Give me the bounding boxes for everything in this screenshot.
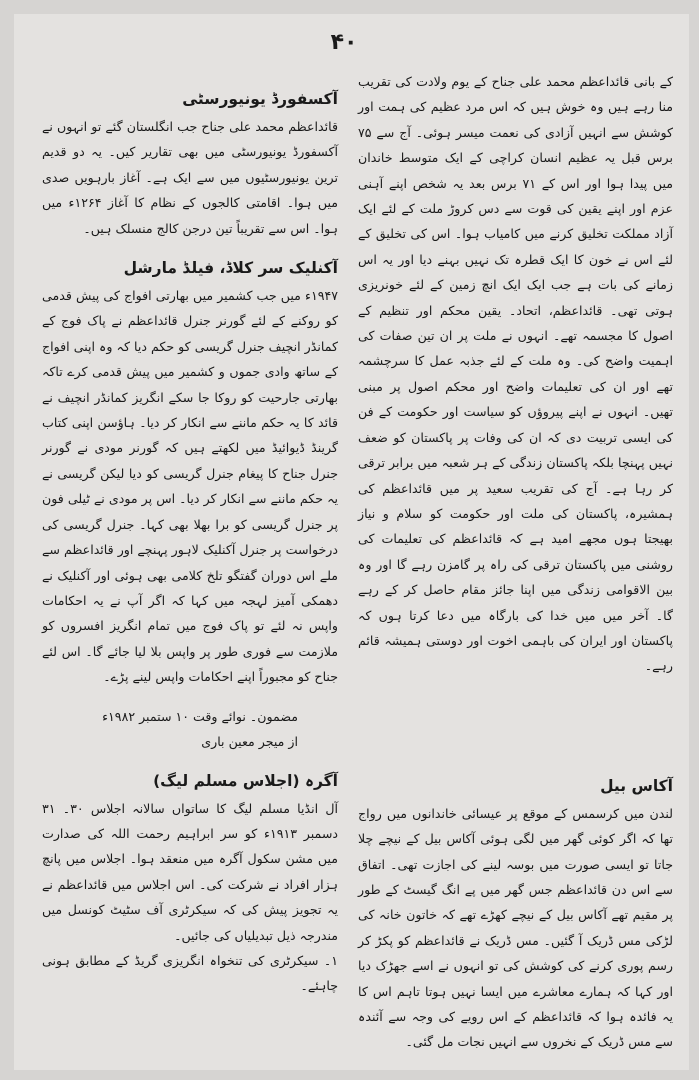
section-heading-oxford: آکسفورڈ یونیورسٹی xyxy=(182,90,338,108)
right-column xyxy=(358,69,673,1055)
credit-source: مضمون۔ نوائے وقت ۱۰ ستمبر ۱۹۸۲ء xyxy=(102,708,298,724)
section-text-akas-bel: لندن میں کرسمس کے موقع پر عیسائی خاندانوں میں رواج تھا کہ اگر کوئی گھر میں لگی ہوئی آکاس بیل کے نیچے چلا جاتا تو ایسی صورت میں بوسہ لینے کی اجازت تھی۔ اتفاق سے اس دن قائداعظم جس گھر میں پے انگ گیسٹ کے طور پر مقیم تھے آکاس بیل کے نیچے کھڑے تھے کہ خاتون خانہ کی لڑکی مس ڈریک آ گئیں۔ مس ڈریک نے قائداعظم کو پکڑ کر رسم پوری کرنے کی کوشش کی تو انہوں نے اسے جھڑک دیا اور کہا کہ ہمارے معاشرے میں ایسا نہیں ہوتا تاہم اس کا یہ فائدہ ہوا کہ قائداعظم کے اس رویے کی وجہ سے آئندہ سے مس ڈریک کے نخروں سے انہیں نجات مل گئی۔ xyxy=(358,805,673,1050)
credit-author: از میجر معین باری xyxy=(201,733,298,749)
left-column xyxy=(42,84,338,999)
section-text-auchinleck: ۱۹۴۷ء میں جب کشمیر میں بھارتی افواج کی پیش قدمی کو روکنے کے لئے گورنر جنرل قائداعظم نے پاک فوج کے کمانڈر انچیف جنرل گریسی کو حکم دیا کہ وہ اپنی افواج کے ساتھ وادی جموں و کشمیر میں پیش قدمی کرے تاکہ بھارتی جارحیت کو روکا جا سکے انگریز کمانڈر انچیف نے قائد کا یہ حکم ماننے سے انکار کر دیا۔ ہاؤسن اپنی کتاب گرینڈ ڈیوائیڈ میں لکھتے ہیں کہ گورنر مودی نے گورنر جنرل جناح کا پیغام جنرل گریسی کو دیا لیکن گریسی نے یہ حکم ماننے سے انکار کر دیا۔ اس پر مودی نے ٹیلی فون پر جنرل گریسی کو برا بھلا بھی کہا۔ جنرل گریسی کی درخواست پر جنرل آکنلیک لاہور پہنچے اور قائداعظم سے ملے اس دوران گفتگو تلخ کلامی بھی ہوئی اور آکنلیک نے دھمکی آمیز لہجہ میں کہا کہ اگر آپ نے یہ احکامات واپس نہ لئے تو پاک فوج میں تمام انگریز افسروں کو ملازمت سے فوری طور پر واپس بلا لیا جائے گا۔ اس لئے جناح کو مجبوراً اپنے احکامات واپس لینے پڑے۔ xyxy=(42,288,338,685)
article-credit xyxy=(42,704,298,754)
document-page xyxy=(14,14,689,1070)
list-item: ۱۔ سیکرٹری کی تنخواہ انگریزی گریڈ کے مطابق ہونی چاہئے۔ xyxy=(42,952,338,994)
section-text-oxford: قائداعظم محمد علی جناح جب انگلستان گئے تو انہوں نے آکسفورڈ یونیورسٹی میں بھی تقاریر کیں۔ یہ دو قدیم ترین یونیورسٹیوں میں سے ایک ہے۔ آغاز بارہویں صدی میں ہوا۔ اقامتی کالجوں کے نظام کا آغاز ۱۲۶۴ء میں ہوا۔ اس سے تقریباً تین درجن کالج منسلک ہیں۔ xyxy=(42,119,339,236)
section-heading-agra: آگرہ (اجلاس مسلم لیگ) xyxy=(153,771,338,790)
section-heading-auchinleck: آکنلیک سر کلاڈ، فیلڈ مارشل xyxy=(123,259,338,278)
page-number: ۴۰ xyxy=(330,30,358,55)
section-heading-akas-bel: آکاس بیل xyxy=(600,776,673,795)
intro-paragraph: کے بانی قائداعظم محمد علی جناح کے یوم ولادت کی تقریب منا رہے ہیں وہ خوش ہیں کہ اس مرد عظیم کی ہمت اور کوشش سے انہیں آزادی کی نعمت میسر ہوئی۔ آج سے ۷۵ برس قبل یہ عظیم انسان کراچی کے ایک متوسط خاندان میں پیدا ہوا اور اس کے ۷۱ برس بعد یہ شخص اپنے آہنی عزم اور اپنے یقین کی قوت سے دس کروڑ ملت کے لئے ایک آزاد مملکت تخلیق کرنے میں کامیاب ہوا۔ اس کی تخلیق کے لئے اس نے خون کا ایک قطرہ تک نہیں بہنے دیا اور یہ اس زمانے کی بات ہے جب ایک ایک انچ زمین کے لئے خونریزی ہوتی تھی۔ قائداعظم، اتحاد۔ یقین محکم اور تنظیم کے اصول کا مجسمہ تھے۔ انہوں نے ملت پر ان تین صفات کی اہمیت واضح کی۔ وہ ملت کے لئے جذبہ عمل کا سرچشمہ تھے اور ان کی تعلیمات واضح اور محکم اصول پر مبنی تھیں۔ انہوں نے اپنے پیروؤں کو سیاست اور حکومت کے فن کی ایسی تربیت دی کہ ان کی وفات پر پاکستان کو ضعف نہیں پہنچا بلکہ پاکستان زندگی کے ہر شعبہ میں برابر ترقی کر رہا ہے۔ آج کی تقریب سعید پر میں قائداعظم کی ہمشیرہ، پاکستان کی ملت اور حکومت کو سلام و نیاز بھیجتا ہوں مجھے امید ہے کہ قائداعظم کی تعلیمات کی روشنی میں پاکستان ترقی کی راہ پر گامزن رہے گا اور وہ بین الاقوامی زندگی میں اپنا جائز مقام حاصل کر کے رہے گا۔ آخر میں میں خدا کی بارگاہ میں دعا کرتا ہوں کہ پاکستان اور ایران کی باہمی اخوت اور دوستی ہمیشہ قائم رہے۔ xyxy=(358,74,673,674)
section-text-agra: آل انڈیا مسلم لیگ کا ساتواں سالانہ اجلاس ۳۰۔ ۳۱ دسمبر ۱۹۱۳ء کو سر ابراہیم رحمت اللہ کی صدارت میں مشن سکول آگرہ میں منعقد ہوا۔ اجلاس میں پانچ ہزار افراد نے شرکت کی۔ اس اجلاس میں قائداعظم نے یہ تجویز پیش کی کہ سیکرٹری آف سٹیٹ کونسل میں مندرجہ ذیل تبدیلیاں کی جائیں۔ xyxy=(42,800,338,943)
